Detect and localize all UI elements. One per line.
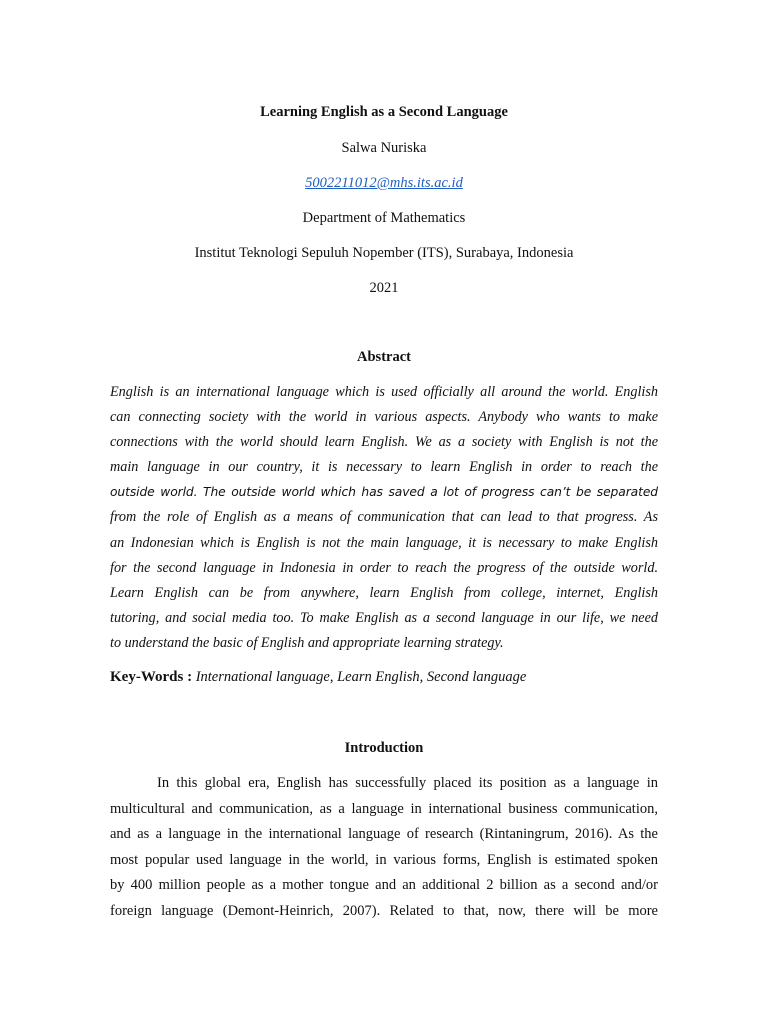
abstract-line: for the second language in Indonesia in order to reach the progress of the outside world. [110, 559, 658, 576]
keywords-value: International language, Learn English, Second language [195, 669, 527, 685]
abstract-line: to understand the basic of English and appropriate learning strategy. [110, 634, 504, 651]
keywords [110, 667, 526, 687]
author-email-link[interactable]: 5002211012@mhs.its.ac.id [305, 175, 463, 191]
abstract-line: from the role of English as a means of communication that can lead to that progress. As [110, 509, 658, 526]
keywords-label: Key-Words : [110, 669, 193, 685]
department: Department of Mathematics [302, 210, 466, 226]
author-name: Salwa Nuriska [341, 140, 427, 156]
abstract-line: outside world. The outside world which has saved a lot of progress can’t be separated [110, 485, 658, 500]
introduction-line: by 400 million people as a mother tongue and an additional 2 billion as a second and/or [110, 877, 658, 894]
introduction-line: and as a language in the international language of research (Rintaningrum, 2016). As the [110, 826, 658, 843]
abstract-line: English is an international language which is used officially all around the world. English [110, 384, 658, 400]
abstract-line: Learn English can be from anywhere, learn English from college, internet, English [110, 584, 658, 601]
abstract-line: can connecting society with the world in various aspects. Anybody who wants to make [110, 409, 658, 426]
introduction-heading: Introduction [344, 740, 424, 756]
introduction-body [110, 771, 658, 925]
introduction-line: foreign language (Demont-Heinrich, 2007). Related to that, now, there will be more [110, 902, 658, 919]
introduction-line: multicultural and communication, as a language in international business communication, [110, 800, 658, 817]
author-email-line [0, 174, 768, 192]
institution: Institut Teknologi Sepuluh Nopember (ITS), Surabaya, Indonesia [194, 245, 574, 261]
paper-title: Learning English as a Second Language [260, 104, 508, 120]
introduction-line: In this global era, English has successfully placed its position as a language in [157, 775, 658, 791]
abstract-line: main language in our country, it is necessary to learn English in order to reach the [110, 459, 658, 476]
abstract-heading: Abstract [357, 349, 411, 365]
abstract-line: an Indonesian which is English is not the main language, it is necessary to make English [110, 534, 658, 551]
abstract-line: tutoring, and social media too. To make English as a second language in our life, we need [110, 609, 658, 626]
year: 2021 [369, 280, 399, 296]
abstract-body [110, 380, 658, 656]
introduction-line: most popular used language in the world, in various forms, English is estimated spoken [110, 851, 658, 868]
abstract-line: connections with the world should learn English. We as a society with English is not the [110, 434, 658, 451]
